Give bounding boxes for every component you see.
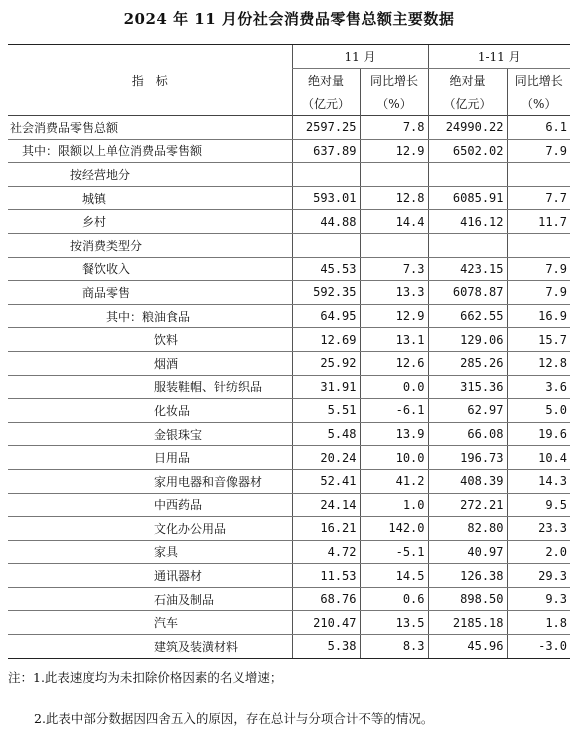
cell-month-absolute: 45.53 — [292, 257, 360, 281]
cell-ytd-growth: 23.3 — [507, 517, 570, 541]
table-row — [8, 328, 570, 352]
cell-ytd-growth — [507, 233, 570, 257]
page-title: 2024 年 11 月份社会消费品零售总额主要数据 — [123, 10, 455, 28]
cell-ytd-growth: 9.5 — [507, 493, 570, 517]
cell-ytd-absolute: 82.80 — [428, 517, 507, 541]
cell-ytd-growth: 16.9 — [507, 304, 570, 328]
cell-month-growth: 12.8 — [360, 186, 428, 210]
cell-ytd-absolute: 423.15 — [428, 257, 507, 281]
note-2: 2.此表中部分数据因四舍五入的原因，存在总计与分项合计不等的情况。 — [34, 711, 434, 726]
row-label: 文化办公用品 — [8, 517, 292, 541]
table-row — [8, 422, 570, 446]
table-row — [8, 587, 570, 611]
cell-ytd-absolute: 6078.87 — [428, 281, 507, 305]
table-header — [8, 45, 570, 116]
cell-month-growth: 7.3 — [360, 257, 428, 281]
header-ytd-growth: 同比增长 — [507, 69, 570, 93]
cell-month-growth: 0.0 — [360, 375, 428, 399]
cell-month-absolute: 11.53 — [292, 564, 360, 588]
note-1: 注：1.此表速度均为未扣除价格因素的名义增速； — [8, 670, 283, 685]
cell-month-absolute — [292, 233, 360, 257]
cell-ytd-absolute: 66.08 — [428, 422, 507, 446]
table-row — [8, 210, 570, 234]
table-row — [8, 375, 570, 399]
row-label: 家具 — [8, 540, 292, 564]
cell-ytd-absolute: 6085.91 — [428, 186, 507, 210]
table-row — [8, 139, 570, 163]
cell-ytd-growth: 14.3 — [507, 469, 570, 493]
cell-month-absolute: 24.14 — [292, 493, 360, 517]
cell-month-growth: 14.5 — [360, 564, 428, 588]
cell-month-absolute: 5.38 — [292, 635, 360, 659]
cell-ytd-growth: 7.7 — [507, 186, 570, 210]
cell-ytd-growth: 1.8 — [507, 611, 570, 635]
cell-ytd-absolute: 196.73 — [428, 446, 507, 470]
header-ytd-absolute: 绝对量 — [428, 69, 507, 93]
table-row — [8, 493, 570, 517]
row-label: 按消费类型分 — [8, 233, 292, 257]
retail-sales-table — [8, 44, 570, 659]
cell-ytd-growth: 7.9 — [507, 281, 570, 305]
cell-month-growth: 13.3 — [360, 281, 428, 305]
cell-month-growth: 10.0 — [360, 446, 428, 470]
cell-ytd-growth: 11.7 — [507, 210, 570, 234]
cell-month-absolute: 44.88 — [292, 210, 360, 234]
cell-ytd-growth: 5.0 — [507, 399, 570, 423]
cell-month-growth: 8.3 — [360, 635, 428, 659]
table-row — [8, 186, 570, 210]
cell-ytd-absolute: 6502.02 — [428, 139, 507, 163]
cell-ytd-growth: 3.6 — [507, 375, 570, 399]
cell-month-growth: 12.6 — [360, 351, 428, 375]
table-row — [8, 564, 570, 588]
table-row — [8, 469, 570, 493]
row-label: 金银珠宝 — [8, 422, 292, 446]
cell-month-absolute: 25.92 — [292, 351, 360, 375]
header-ytd-unit-pct: （%） — [507, 92, 570, 116]
header-indicator: 指 标 — [8, 45, 292, 116]
row-label: 中西药品 — [8, 493, 292, 517]
cell-ytd-growth: 29.3 — [507, 564, 570, 588]
cell-month-absolute: 593.01 — [292, 186, 360, 210]
cell-ytd-growth: 9.3 — [507, 587, 570, 611]
cell-ytd-absolute: 126.38 — [428, 564, 507, 588]
cell-ytd-growth — [507, 163, 570, 187]
cell-month-growth: 1.0 — [360, 493, 428, 517]
cell-month-growth: -6.1 — [360, 399, 428, 423]
table-row — [8, 163, 570, 187]
cell-month-absolute: 16.21 — [292, 517, 360, 541]
cell-ytd-growth: 12.8 — [507, 351, 570, 375]
table-row — [8, 399, 570, 423]
cell-ytd-absolute — [428, 233, 507, 257]
cell-ytd-growth: 19.6 — [507, 422, 570, 446]
row-label: 服装鞋帽、针纺织品 — [8, 375, 292, 399]
cell-ytd-growth: 2.0 — [507, 540, 570, 564]
cell-ytd-absolute: 416.12 — [428, 210, 507, 234]
cell-month-absolute: 52.41 — [292, 469, 360, 493]
row-label: 汽车 — [8, 611, 292, 635]
cell-month-growth: 13.1 — [360, 328, 428, 352]
cell-ytd-absolute: 40.97 — [428, 540, 507, 564]
cell-month-absolute: 20.24 — [292, 446, 360, 470]
cell-ytd-absolute: 662.55 — [428, 304, 507, 328]
cell-ytd-growth: 7.9 — [507, 257, 570, 281]
cell-ytd-absolute: 129.06 — [428, 328, 507, 352]
row-label: 社会消费品零售总额 — [8, 116, 292, 140]
header-month-unit-pct: （%） — [360, 92, 428, 116]
table-row — [8, 517, 570, 541]
cell-month-growth — [360, 163, 428, 187]
cell-ytd-absolute: 408.39 — [428, 469, 507, 493]
cell-ytd-absolute: 272.21 — [428, 493, 507, 517]
row-label: 按经营地分 — [8, 163, 292, 187]
cell-ytd-absolute — [428, 163, 507, 187]
cell-ytd-growth: 10.4 — [507, 446, 570, 470]
header-period-ytd: 1-11 月 — [428, 45, 570, 69]
header-ytd-unit-abs: （亿元） — [428, 92, 507, 116]
cell-ytd-growth: 6.1 — [507, 116, 570, 140]
cell-month-absolute: 592.35 — [292, 281, 360, 305]
cell-month-absolute — [292, 163, 360, 187]
table-row — [8, 257, 570, 281]
cell-month-absolute: 210.47 — [292, 611, 360, 635]
cell-month-growth: 13.9 — [360, 422, 428, 446]
cell-month-growth: -5.1 — [360, 540, 428, 564]
cell-month-growth: 0.6 — [360, 587, 428, 611]
cell-ytd-growth: -3.0 — [507, 635, 570, 659]
cell-month-absolute: 2597.25 — [292, 116, 360, 140]
table-row — [8, 116, 570, 140]
cell-month-growth: 13.5 — [360, 611, 428, 635]
cell-month-growth: 142.0 — [360, 517, 428, 541]
cell-ytd-absolute: 898.50 — [428, 587, 507, 611]
cell-ytd-absolute: 62.97 — [428, 399, 507, 423]
cell-month-absolute: 64.95 — [292, 304, 360, 328]
table-row — [8, 351, 570, 375]
cell-ytd-absolute: 315.36 — [428, 375, 507, 399]
table-row — [8, 281, 570, 305]
cell-month-absolute: 31.91 — [292, 375, 360, 399]
table-row — [8, 611, 570, 635]
row-label: 通讯器材 — [8, 564, 292, 588]
cell-ytd-absolute: 24990.22 — [428, 116, 507, 140]
row-label: 建筑及装潢材料 — [8, 635, 292, 659]
row-label: 饮料 — [8, 328, 292, 352]
row-label: 其中：粮油食品 — [8, 304, 292, 328]
table-row — [8, 635, 570, 659]
cell-ytd-absolute: 285.26 — [428, 351, 507, 375]
table-row — [8, 540, 570, 564]
table-row — [8, 233, 570, 257]
cell-ytd-growth: 7.9 — [507, 139, 570, 163]
cell-month-growth — [360, 233, 428, 257]
cell-month-absolute: 5.48 — [292, 422, 360, 446]
table-row — [8, 304, 570, 328]
cell-ytd-absolute: 45.96 — [428, 635, 507, 659]
table-row — [8, 446, 570, 470]
cell-month-absolute: 4.72 — [292, 540, 360, 564]
cell-ytd-growth: 15.7 — [507, 328, 570, 352]
cell-month-absolute: 68.76 — [292, 587, 360, 611]
row-label: 家用电器和音像器材 — [8, 469, 292, 493]
row-label: 石油及制品 — [8, 587, 292, 611]
header-period-month: 11 月 — [292, 45, 428, 69]
cell-month-growth: 14.4 — [360, 210, 428, 234]
row-label: 化妆品 — [8, 399, 292, 423]
cell-month-absolute: 12.69 — [292, 328, 360, 352]
cell-month-growth: 41.2 — [360, 469, 428, 493]
row-label: 城镇 — [8, 186, 292, 210]
cell-month-absolute: 637.89 — [292, 139, 360, 163]
header-month-absolute: 绝对量 — [292, 69, 360, 93]
row-label: 餐饮收入 — [8, 257, 292, 281]
table-body — [8, 116, 570, 659]
cell-month-growth: 12.9 — [360, 139, 428, 163]
row-label: 日用品 — [8, 446, 292, 470]
header-month-growth: 同比增长 — [360, 69, 428, 93]
row-label: 商品零售 — [8, 281, 292, 305]
cell-month-growth: 12.9 — [360, 304, 428, 328]
cell-ytd-absolute: 2185.18 — [428, 611, 507, 635]
row-label: 乡村 — [8, 210, 292, 234]
header-month-unit-abs: （亿元） — [292, 92, 360, 116]
row-label: 烟酒 — [8, 351, 292, 375]
cell-month-absolute: 5.51 — [292, 399, 360, 423]
row-label: 其中：限额以上单位消费品零售额 — [8, 139, 292, 163]
cell-month-growth: 7.8 — [360, 116, 428, 140]
